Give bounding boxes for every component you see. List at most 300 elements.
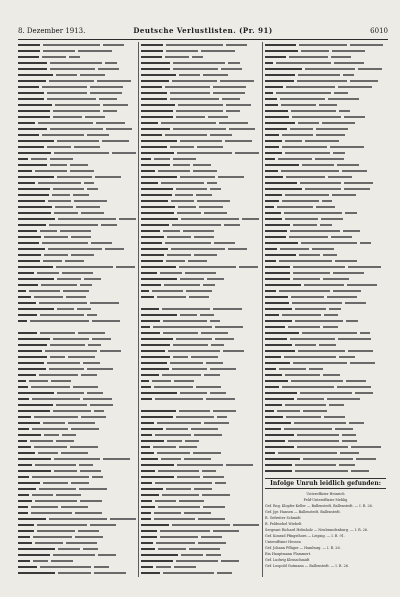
illegible-text-stroke <box>18 518 46 520</box>
illegible-text-stroke <box>198 542 226 544</box>
illegible-text-stroke <box>300 392 352 394</box>
illegible-text-stroke <box>141 272 157 274</box>
illegible-text-stroke <box>18 530 34 532</box>
illegible-text-stroke <box>168 350 220 352</box>
illegible-text-stroke <box>141 518 151 520</box>
illegible-text-stroke <box>31 512 72 514</box>
illegible-text-stroke <box>285 218 318 220</box>
illegible-text-stroke <box>196 194 212 196</box>
illegible-text-stroke <box>293 266 345 268</box>
illegible-text-stroke <box>323 278 349 280</box>
illegible-text-stroke <box>215 482 226 484</box>
illegible-text-stroke <box>221 560 239 562</box>
illegible-text-stroke <box>193 170 217 172</box>
illegible-text-stroke <box>265 464 292 466</box>
illegible-text-stroke <box>18 338 50 340</box>
illegible-text-stroke <box>303 458 353 460</box>
illegible-text-stroke <box>38 452 58 454</box>
illegible-text-stroke <box>344 188 370 190</box>
illegible-text-stroke <box>225 140 252 142</box>
notice-line: Gef. Ludwig Kleinschmidt <box>265 558 310 562</box>
illegible-text-stroke <box>223 350 244 352</box>
illegible-text-stroke <box>79 464 93 466</box>
illegible-text-stroke <box>18 50 40 52</box>
illegible-text-stroke <box>191 428 218 430</box>
illegible-text-stroke <box>18 362 44 364</box>
illegible-text-stroke <box>160 272 182 274</box>
illegible-text-stroke <box>343 74 354 76</box>
illegible-text-stroke <box>42 86 87 88</box>
illegible-text-stroke <box>141 326 150 328</box>
illegible-text-stroke <box>265 110 288 112</box>
illegible-text-stroke <box>141 314 177 316</box>
illegible-text-stroke <box>155 500 176 502</box>
illegible-text-stroke <box>141 188 173 190</box>
illegible-text-stroke <box>265 86 283 88</box>
illegible-text-stroke <box>48 200 71 202</box>
illegible-text-stroke <box>116 266 135 268</box>
illegible-text-stroke <box>265 200 279 202</box>
illegible-text-stroke <box>265 62 273 64</box>
notice-line: Unteroffizier Hessen <box>265 540 301 544</box>
illegible-text-stroke <box>265 308 292 310</box>
illegible-text-stroke <box>194 488 212 490</box>
illegible-text-stroke <box>286 416 321 418</box>
notice-line: Unteroffizier Heinrich <box>306 492 345 496</box>
illegible-text-stroke <box>18 188 50 190</box>
illegible-text-stroke <box>179 500 204 502</box>
illegible-text-stroke <box>172 224 221 226</box>
illegible-text-stroke <box>18 572 55 574</box>
illegible-text-stroke <box>18 446 31 448</box>
illegible-text-stroke <box>18 296 31 298</box>
illegible-text-stroke <box>214 242 235 244</box>
illegible-text-stroke <box>218 176 244 178</box>
illegible-text-stroke <box>90 404 113 406</box>
illegible-text-stroke <box>87 134 109 136</box>
illegible-text-stroke <box>68 356 95 358</box>
notice-line: R. Gefreiter Schmidt <box>265 516 301 520</box>
illegible-text-stroke <box>18 542 32 544</box>
illegible-text-stroke <box>323 326 338 328</box>
illegible-text-stroke <box>141 278 177 280</box>
illegible-text-stroke <box>141 554 178 556</box>
illegible-text-stroke <box>163 230 180 232</box>
illegible-text-stroke <box>344 116 365 118</box>
illegible-text-stroke <box>80 500 102 502</box>
illegible-text-stroke <box>141 98 167 100</box>
illegible-text-stroke <box>18 458 51 460</box>
notice-title: Infolge Unruh leidlich gefunden: <box>265 478 386 489</box>
illegible-text-stroke <box>87 392 103 394</box>
illegible-text-stroke <box>50 356 65 358</box>
illegible-text-stroke <box>18 110 50 112</box>
illegible-text-stroke <box>141 104 175 106</box>
illegible-text-stroke <box>141 548 155 550</box>
illegible-text-stroke <box>265 398 294 400</box>
illegible-text-stroke <box>18 44 40 46</box>
illegible-text-stroke <box>34 296 63 298</box>
illegible-text-stroke <box>49 80 94 82</box>
illegible-text-stroke <box>319 104 337 106</box>
illegible-text-stroke <box>265 386 279 388</box>
illegible-text-stroke <box>18 500 32 502</box>
illegible-text-stroke <box>360 242 371 244</box>
illegible-text-stroke <box>141 224 169 226</box>
illegible-text-stroke <box>141 530 157 532</box>
illegible-text-stroke <box>322 122 355 124</box>
illegible-text-stroke <box>265 236 286 238</box>
illegible-text-stroke <box>265 92 273 94</box>
illegible-text-stroke <box>210 320 220 322</box>
illegible-text-stroke <box>332 194 356 196</box>
illegible-text-stroke <box>50 128 103 130</box>
illegible-text-stroke <box>165 134 207 136</box>
illegible-text-stroke <box>282 200 319 202</box>
illegible-text-stroke <box>57 392 84 394</box>
illegible-text-stroke <box>156 566 171 568</box>
illegible-text-stroke <box>316 206 335 208</box>
illegible-text-stroke <box>179 74 200 76</box>
illegible-text-stroke <box>18 470 51 472</box>
illegible-text-stroke <box>84 278 101 280</box>
illegible-text-stroke <box>346 320 358 322</box>
illegible-text-stroke <box>141 158 151 160</box>
illegible-text-stroke <box>66 542 97 544</box>
illegible-text-stroke <box>315 158 344 160</box>
illegible-text-stroke <box>189 296 209 298</box>
illegible-text-stroke <box>85 116 105 118</box>
list-entry <box>265 468 386 474</box>
illegible-text-stroke <box>141 110 173 112</box>
illegible-text-stroke <box>141 152 174 154</box>
illegible-text-stroke <box>57 308 74 310</box>
illegible-text-stroke <box>293 272 330 274</box>
illegible-text-stroke <box>299 254 320 256</box>
illegible-text-stroke <box>265 194 282 196</box>
illegible-text-stroke <box>141 170 155 172</box>
illegible-text-stroke <box>141 338 173 340</box>
illegible-text-stroke <box>265 332 299 334</box>
illegible-text-stroke <box>18 128 47 130</box>
illegible-text-stroke <box>173 68 218 70</box>
illegible-text-stroke <box>293 278 320 280</box>
illegible-text-stroke <box>265 146 279 148</box>
illegible-text-stroke <box>18 494 29 496</box>
illegible-text-stroke <box>34 416 78 418</box>
illegible-text-stroke <box>18 560 30 562</box>
illegible-text-stroke <box>290 338 335 340</box>
illegible-text-stroke <box>351 446 381 448</box>
illegible-text-stroke <box>153 326 212 328</box>
illegible-text-stroke <box>141 368 169 370</box>
illegible-text-stroke <box>342 434 356 436</box>
illegible-text-stroke <box>162 494 199 496</box>
illegible-text-stroke <box>335 428 353 430</box>
illegible-text-stroke <box>18 56 39 58</box>
illegible-text-stroke <box>221 68 242 70</box>
illegible-text-stroke <box>202 494 230 496</box>
illegible-text-stroke <box>141 536 157 538</box>
illegible-text-stroke <box>56 404 87 406</box>
illegible-text-stroke <box>265 302 289 304</box>
illegible-text-stroke <box>31 158 47 160</box>
illegible-text-stroke <box>279 290 330 292</box>
illegible-text-stroke <box>265 188 302 190</box>
illegible-text-stroke <box>303 410 327 412</box>
illegible-text-stroke <box>156 542 195 544</box>
illegible-text-stroke <box>201 536 222 538</box>
illegible-text-stroke <box>207 182 217 184</box>
illegible-text-stroke <box>47 98 96 100</box>
illegible-text-stroke <box>152 290 183 292</box>
illegible-text-stroke <box>51 560 73 562</box>
illegible-text-stroke <box>18 464 32 466</box>
illegible-text-stroke <box>70 164 88 166</box>
illegible-text-stroke <box>18 248 45 250</box>
illegible-text-stroke <box>291 380 343 382</box>
illegible-text-stroke <box>50 158 73 160</box>
illegible-text-stroke <box>35 500 77 502</box>
illegible-text-stroke <box>18 62 47 64</box>
illegible-text-stroke <box>18 236 41 238</box>
illegible-text-stroke <box>141 86 162 88</box>
illegible-text-stroke <box>217 416 227 418</box>
notice-line: Gef. Jgr. Hansen — Ballenstedt, Ballenstedt. <box>265 510 341 514</box>
illegible-text-stroke <box>161 182 204 184</box>
illegible-text-stroke <box>213 86 246 88</box>
illegible-text-stroke <box>201 332 228 334</box>
illegible-text-stroke <box>18 332 37 334</box>
illegible-text-stroke <box>203 476 224 478</box>
illegible-text-stroke <box>18 488 36 490</box>
illegible-text-stroke <box>141 572 160 574</box>
illegible-text-stroke <box>83 398 112 400</box>
illegible-text-stroke <box>347 284 377 286</box>
illegible-text-stroke <box>328 98 359 100</box>
illegible-text-stroke <box>295 464 336 466</box>
illegible-text-stroke <box>165 242 211 244</box>
illegible-text-stroke <box>174 380 194 382</box>
illegible-text-stroke <box>141 428 163 430</box>
illegible-text-stroke <box>171 248 225 250</box>
illegible-text-stroke <box>45 350 97 352</box>
illegible-text-stroke <box>265 140 282 142</box>
illegible-text-stroke <box>327 398 360 400</box>
illegible-text-stroke <box>292 116 341 118</box>
illegible-text-stroke <box>35 170 67 172</box>
illegible-text-stroke <box>99 98 117 100</box>
illegible-text-stroke <box>163 572 214 574</box>
illegible-text-stroke <box>141 260 163 262</box>
illegible-text-stroke <box>211 344 224 346</box>
illegible-text-stroke <box>87 368 113 370</box>
illegible-text-stroke <box>87 188 98 190</box>
illegible-text-stroke <box>265 350 295 352</box>
illegible-text-stroke <box>57 278 81 280</box>
illegible-text-stroke <box>265 452 275 454</box>
header-date: 8. Dezember 1913. <box>18 27 86 35</box>
illegible-text-stroke <box>180 314 197 316</box>
illegible-text-stroke <box>141 398 152 400</box>
illegible-text-stroke <box>333 290 361 292</box>
illegible-text-stroke <box>297 434 339 436</box>
illegible-text-stroke <box>50 68 95 70</box>
illegible-text-stroke <box>141 560 173 562</box>
illegible-text-stroke <box>74 146 100 148</box>
illegible-text-stroke <box>174 566 196 568</box>
illegible-text-stroke <box>203 284 215 286</box>
illegible-text-stroke <box>80 284 92 286</box>
illegible-text-stroke <box>141 386 151 388</box>
illegible-text-stroke <box>39 488 76 490</box>
illegible-text-stroke <box>265 278 290 280</box>
illegible-text-stroke <box>298 122 319 124</box>
illegible-text-stroke <box>285 152 330 154</box>
illegible-text-stroke <box>186 290 212 292</box>
illegible-text-stroke <box>158 548 186 550</box>
illegible-text-stroke <box>43 50 75 52</box>
illegible-text-stroke <box>29 380 48 382</box>
illegible-text-stroke <box>165 56 189 58</box>
illegible-text-stroke <box>44 434 59 436</box>
illegible-text-stroke <box>179 446 197 448</box>
illegible-text-stroke <box>177 464 223 466</box>
illegible-text-stroke <box>54 212 78 214</box>
illegible-text-stroke <box>285 194 329 196</box>
illegible-text-stroke <box>281 104 316 106</box>
illegible-text-stroke <box>141 500 152 502</box>
illegible-text-stroke <box>339 356 355 358</box>
illegible-text-stroke <box>265 260 276 262</box>
illegible-text-stroke <box>18 320 27 322</box>
illegible-text-stroke <box>75 512 102 514</box>
illegible-text-stroke <box>285 374 320 376</box>
illegible-text-stroke <box>18 260 40 262</box>
illegible-text-stroke <box>40 230 57 232</box>
illegible-text-stroke <box>18 146 44 148</box>
illegible-text-stroke <box>295 470 348 472</box>
illegible-text-stroke <box>63 290 89 292</box>
illegible-text-stroke <box>76 206 100 208</box>
illegible-text-stroke <box>37 524 87 526</box>
illegible-text-stroke <box>141 524 169 526</box>
illegible-text-stroke <box>242 218 259 220</box>
illegible-text-stroke <box>18 386 28 388</box>
illegible-text-stroke <box>47 362 80 364</box>
illegible-text-stroke <box>18 428 29 430</box>
illegible-text-stroke <box>345 302 366 304</box>
notice-line: Gef. Reg. Klopfer Keller — Ballenstedt, Ballenstedt. — I. R. 26. <box>265 504 373 508</box>
illegible-text-stroke <box>81 212 104 214</box>
illegible-text-stroke <box>293 362 347 364</box>
illegible-text-stroke <box>265 362 290 364</box>
illegible-text-stroke <box>337 164 359 166</box>
illegible-text-stroke <box>68 422 95 424</box>
illegible-text-stroke <box>141 308 159 310</box>
illegible-text-stroke <box>194 434 222 436</box>
illegible-text-stroke <box>18 86 39 88</box>
illegible-text-stroke <box>166 428 188 430</box>
illegible-text-stroke <box>350 362 375 364</box>
illegible-text-stroke <box>207 278 224 280</box>
illegible-text-stroke <box>141 482 152 484</box>
illegible-text-stroke <box>265 50 298 52</box>
illegible-text-stroke <box>103 104 128 106</box>
illegible-text-stroke <box>90 86 123 88</box>
illegible-text-stroke <box>31 386 70 388</box>
illegible-text-stroke <box>141 50 163 52</box>
illegible-text-stroke <box>90 92 122 94</box>
illegible-text-stroke <box>229 128 255 130</box>
illegible-text-stroke <box>39 302 87 304</box>
illegible-text-stroke <box>265 212 281 214</box>
illegible-text-stroke <box>332 50 365 52</box>
notice-line: Sergeant Richard Helmholz — Neubrandenburg. — I. R. 26. <box>265 528 369 532</box>
illegible-text-stroke <box>18 524 34 526</box>
illegible-text-stroke <box>53 410 91 412</box>
illegible-text-stroke <box>18 254 41 256</box>
illegible-text-stroke <box>141 146 167 148</box>
illegible-text-stroke <box>180 176 215 178</box>
illegible-text-stroke <box>18 554 50 556</box>
illegible-text-stroke <box>191 356 218 358</box>
illegible-text-stroke <box>141 440 164 442</box>
illegible-text-stroke <box>18 284 38 286</box>
illegible-text-stroke <box>213 410 236 412</box>
illegible-text-stroke <box>18 278 54 280</box>
illegible-text-stroke <box>331 236 352 238</box>
illegible-text-stroke <box>265 122 295 124</box>
illegible-text-stroke <box>18 536 30 538</box>
illegible-text-stroke <box>302 164 334 166</box>
illegible-text-stroke <box>141 356 170 358</box>
illegible-text-stroke <box>173 344 208 346</box>
illegible-text-stroke <box>160 536 198 538</box>
illegible-text-stroke <box>162 374 201 376</box>
illegible-text-stroke <box>179 266 236 268</box>
illegible-text-stroke <box>198 518 225 520</box>
illegible-text-stroke <box>265 176 283 178</box>
illegible-text-stroke <box>284 356 336 358</box>
illegible-text-stroke <box>55 206 73 208</box>
illegible-text-stroke <box>265 434 294 436</box>
illegible-text-stroke <box>141 458 158 460</box>
illegible-text-stroke <box>265 440 285 442</box>
illegible-text-stroke <box>56 266 113 268</box>
illegible-text-stroke <box>141 80 169 82</box>
illegible-text-stroke <box>173 356 188 358</box>
illegible-text-stroke <box>50 62 102 64</box>
illegible-text-stroke <box>48 248 102 250</box>
illegible-text-stroke <box>106 128 132 130</box>
illegible-text-stroke <box>177 152 232 154</box>
illegible-text-stroke <box>100 350 121 352</box>
illegible-text-stroke <box>141 422 154 424</box>
illegible-text-stroke <box>18 176 54 178</box>
illegible-text-stroke <box>265 218 282 220</box>
illegible-text-stroke <box>32 428 68 430</box>
illegible-text-stroke <box>342 440 357 442</box>
illegible-text-stroke <box>282 314 321 316</box>
illegible-text-stroke <box>141 392 177 394</box>
illegible-text-stroke <box>204 422 229 424</box>
illegible-text-stroke <box>301 50 329 52</box>
illegible-text-stroke <box>292 302 342 304</box>
illegible-text-stroke <box>291 296 324 298</box>
illegible-text-stroke <box>141 362 167 364</box>
illegible-text-stroke <box>297 398 324 400</box>
